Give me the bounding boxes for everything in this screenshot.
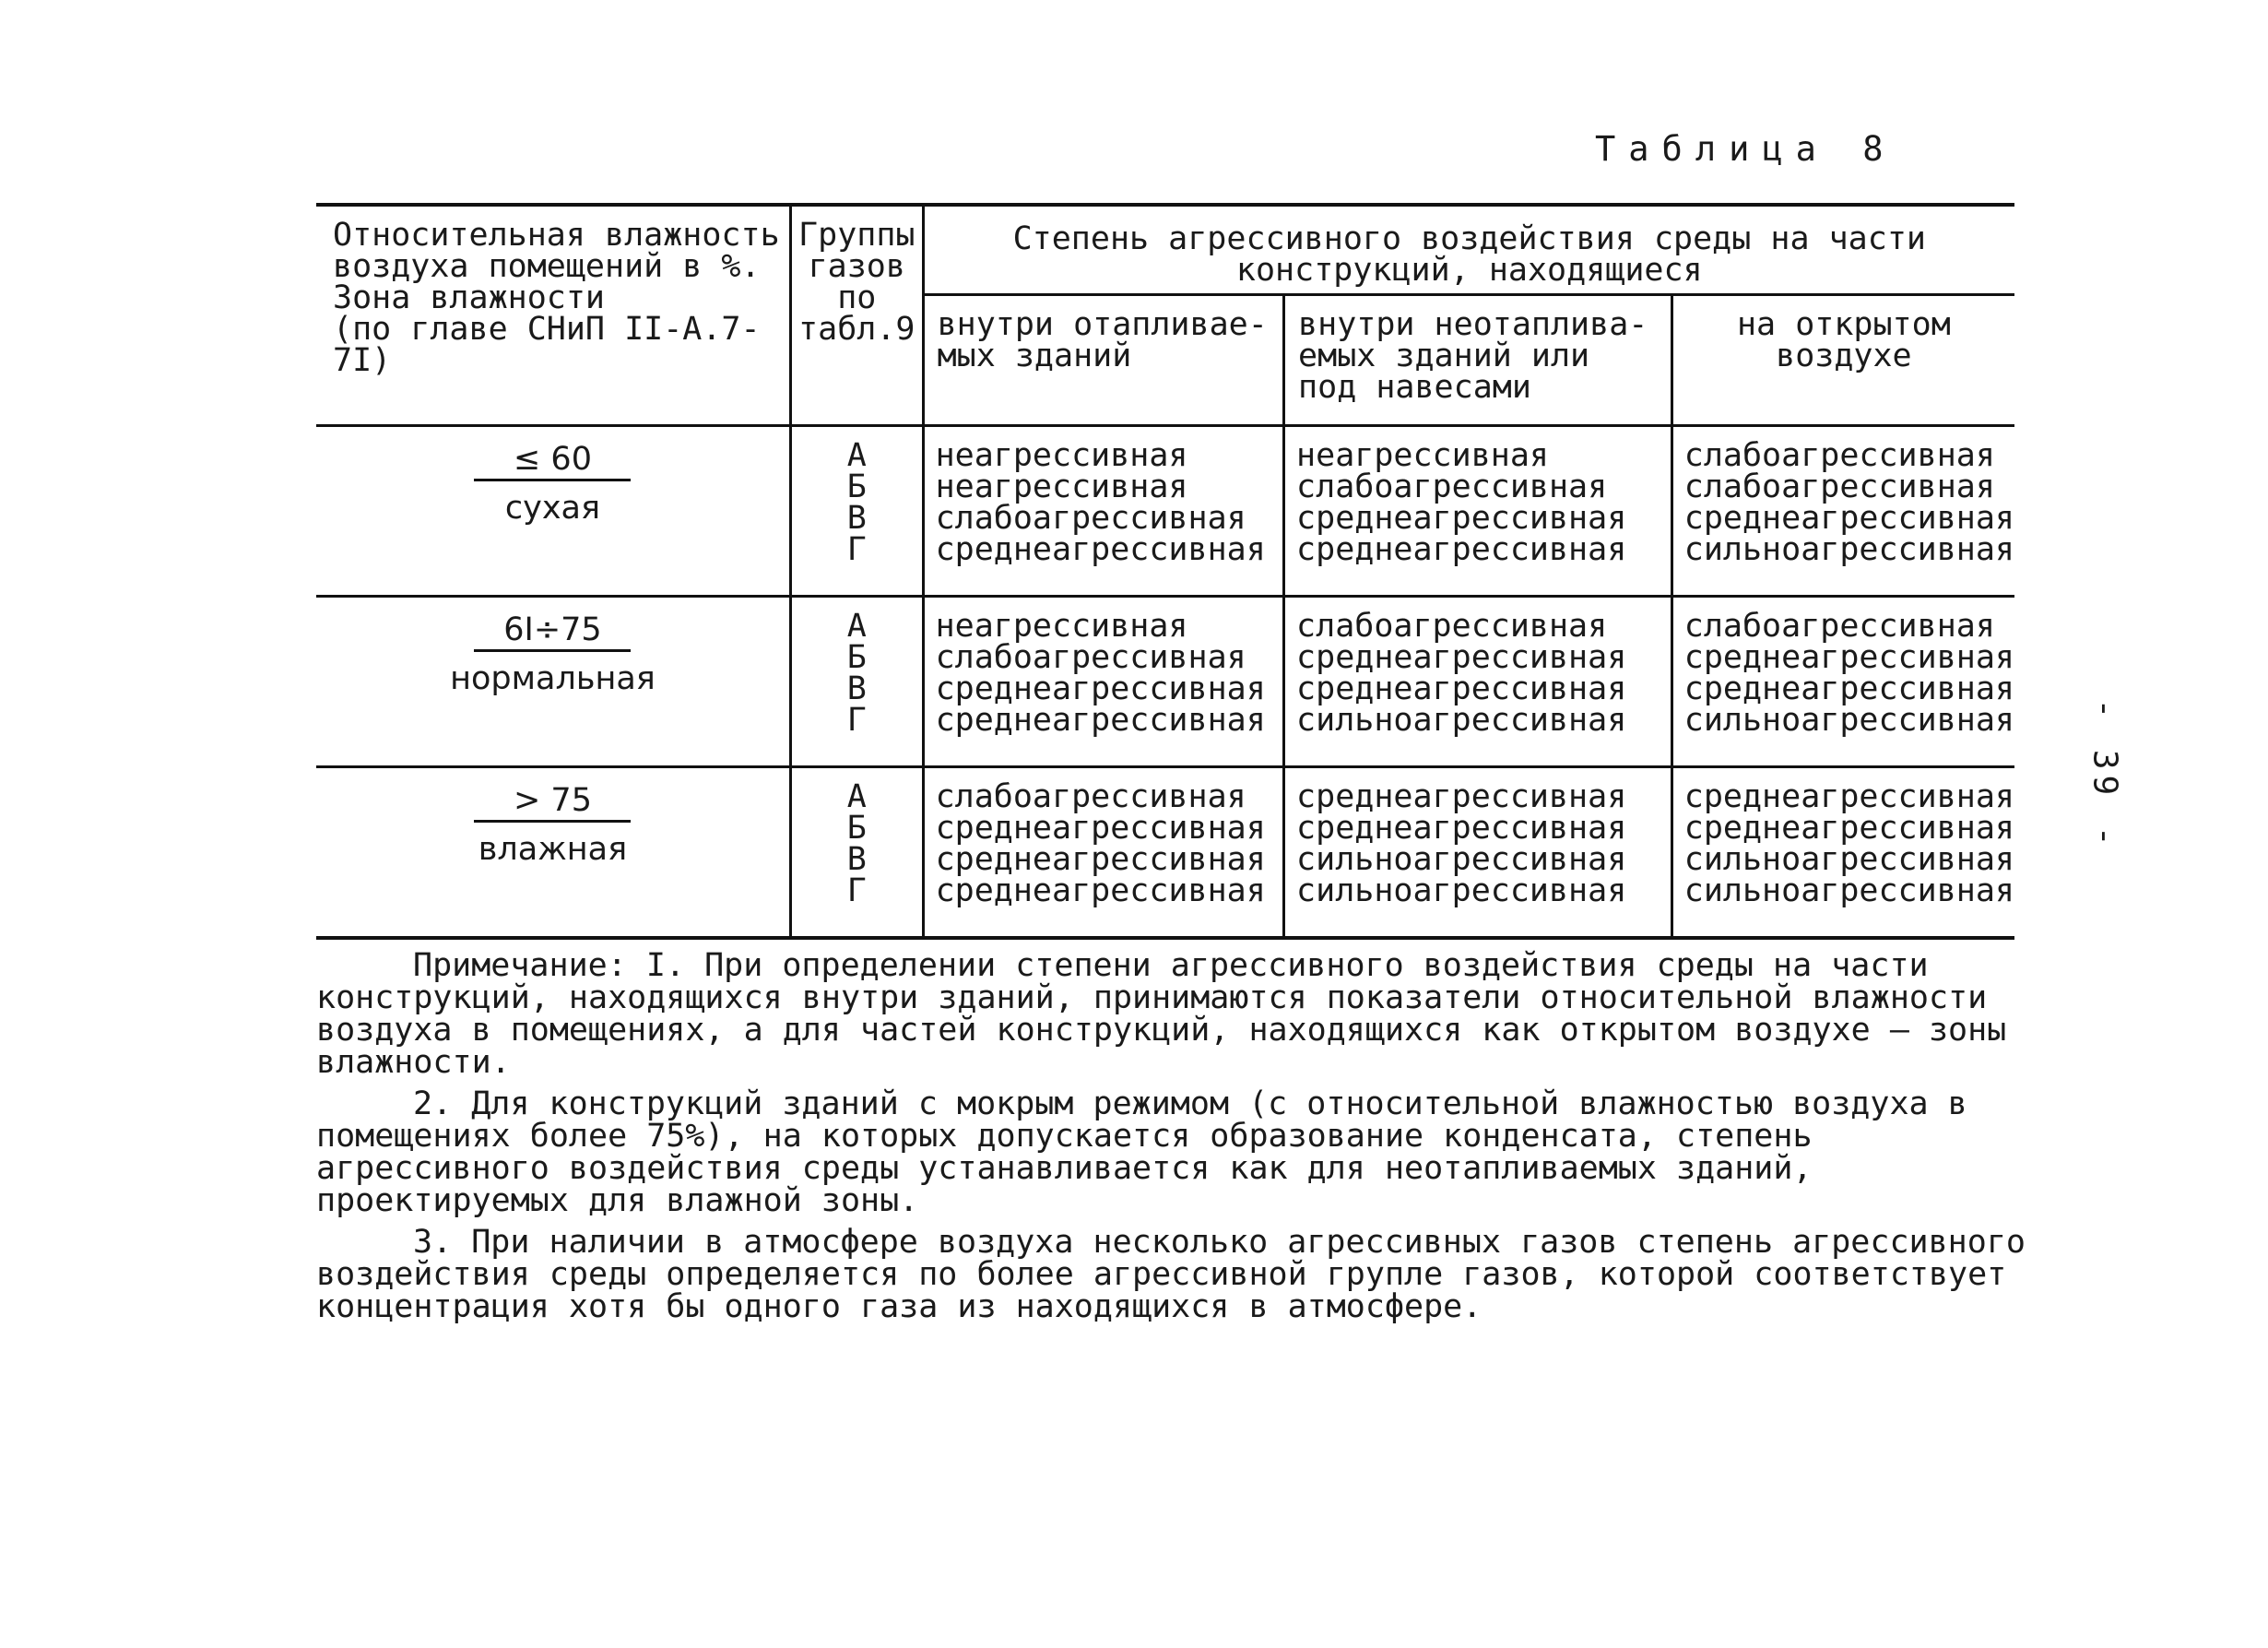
gas-group: Г [846, 702, 867, 739]
groups-cell [790, 597, 923, 767]
header-humidity-line: Относительная влажность [333, 217, 780, 254]
degree-value: слабоагрессивная [935, 778, 1246, 815]
table-caption: Таблица 8 [1595, 129, 1896, 169]
aggressiveness-table [316, 203, 2014, 940]
degree-value: среднеагрессивная [1683, 500, 2014, 537]
humidity-range: ≤ 60 [474, 444, 631, 481]
zone-cell [316, 426, 790, 597]
table-row [316, 767, 2014, 939]
header-heated-line: внутри отапливае- [937, 306, 1268, 344]
gas-group: В [846, 500, 867, 537]
header-degree-line: конструкций, находящиеся [1235, 252, 1703, 289]
degree-value: сильноагрессивная [1683, 531, 2014, 568]
header-unheated-line: внутри неотаплива- [1298, 306, 1648, 344]
degree-value: неагрессивная [935, 468, 1188, 505]
header-unheated-line: под навесами [1298, 369, 1531, 407]
degree-value: среднеагрессивная [935, 670, 1266, 707]
gas-group: В [846, 841, 867, 878]
degree-value: среднеагрессивная [1683, 778, 2014, 815]
degree-value: слабоагрессивная [935, 500, 1246, 537]
unheated-cell [1284, 597, 1672, 767]
degree-value: сильноагрессивная [1296, 872, 1627, 909]
degree-value: слабоагрессивная [1683, 608, 1995, 645]
zone-cell [316, 767, 790, 939]
gas-group: А [846, 437, 867, 474]
header-groups-line: Группы [798, 217, 915, 254]
degree-value: сильноагрессивная [1683, 872, 2014, 909]
unheated-cell [1284, 767, 1672, 939]
header-humidity-line: воздуха помещений в %. [333, 248, 761, 285]
degree-value: слабоагрессивная [1296, 468, 1608, 505]
degree-value: среднеагрессивная [935, 702, 1266, 739]
gas-group: А [846, 778, 867, 815]
humidity-range: 6I÷75 [474, 614, 631, 652]
degree-value: среднеагрессивная [1296, 500, 1627, 537]
degree-value: среднеагрессивная [1296, 639, 1627, 676]
header-groups-line: газов [808, 248, 905, 285]
header-humidity [316, 205, 790, 426]
header-unheated-line: емых зданий или [1298, 338, 1590, 375]
header-groups-line: по [837, 279, 877, 316]
degree-value: слабоагрессивная [1296, 608, 1608, 645]
table-row [316, 597, 2014, 767]
header-outdoor-line: на открытом [1736, 306, 1951, 344]
gas-group: Г [846, 531, 867, 568]
header-outdoor-line: воздухе [1776, 338, 1912, 375]
notes-section [316, 947, 2040, 1333]
header-groups-line: табл.9 [798, 311, 915, 348]
page-number: - 39 - [2085, 698, 2124, 852]
gas-group: Г [846, 872, 867, 909]
header-degree-line: Степень агрессивного воздействия среды на части [1012, 220, 1926, 257]
gas-group: В [846, 670, 867, 707]
heated-cell [923, 767, 1283, 939]
gas-group: Б [846, 468, 867, 505]
degree-value: слабоагрессивная [1683, 437, 1995, 474]
zone-name: влажная [478, 831, 628, 868]
unheated-cell [1284, 426, 1672, 597]
zone-cell [316, 597, 790, 767]
note-paragraph: Примечание: I. При определении степени агрессивного воздействия среды на части конструкций, находящихся внутри зданий, принимаются показатели относительной влажности воздуха в помещениях, а для частей конструкций, находящихся как открытом воздухе – зоны влажности. [316, 947, 2007, 1081]
groups-cell [790, 767, 923, 939]
degree-value: неагрессивная [935, 437, 1188, 474]
degree-value: среднеагрессивная [935, 531, 1266, 568]
header-heated [923, 295, 1283, 426]
degree-value: сильноагрессивная [1296, 702, 1627, 739]
degree-value: среднеагрессивная [935, 810, 1266, 847]
degree-value: сильноагрессивная [1683, 702, 2014, 739]
degree-value: среднеагрессивная [935, 872, 1266, 909]
zone-name: сухая [504, 490, 601, 527]
gas-group: Б [846, 810, 867, 847]
header-humidity-line: Зона влажности [333, 279, 606, 316]
degree-value: слабоагрессивная [1683, 468, 1995, 505]
outdoor-cell [1671, 597, 2014, 767]
heated-cell [923, 597, 1283, 767]
degree-value: среднеагрессивная [1683, 670, 2014, 707]
header-degree [923, 205, 2014, 295]
gas-group: А [846, 608, 867, 645]
degree-value: среднеагрессивная [935, 841, 1266, 878]
degree-value: среднеагрессивная [1296, 810, 1627, 847]
outdoor-cell [1671, 767, 2014, 939]
degree-value: слабоагрессивная [935, 639, 1246, 676]
zone-name: нормальная [450, 660, 656, 697]
heated-cell [923, 426, 1283, 597]
header-heated-line: мых зданий [937, 338, 1132, 375]
degree-value: неагрессивная [935, 608, 1188, 645]
header-outdoor [1671, 295, 2014, 426]
degree-value: среднеагрессивная [1296, 531, 1627, 568]
degree-value: сильноагрессивная [1683, 841, 2014, 878]
degree-value: среднеагрессивная [1296, 778, 1627, 815]
note-paragraph: 2. Для конструкций зданий с мокрым режимом (с относительной влажностью воздуха в помещениях более 75%), на которых допускается образование конденсата, степень агрессивного воздействия среды устанавливается как для неотапливаемых зданий, проектируемых для влажной зоны. [316, 1085, 1967, 1219]
header-humidity-line: (по главе СНиП II-А.7-7I) [333, 311, 761, 379]
degree-value: среднеагрессивная [1296, 670, 1627, 707]
gas-group: Б [846, 639, 867, 676]
humidity-range: > 75 [474, 785, 631, 823]
degree-value: сильноагрессивная [1296, 841, 1627, 878]
outdoor-cell [1671, 426, 2014, 597]
header-unheated [1284, 295, 1672, 426]
degree-value: среднеагрессивная [1683, 810, 2014, 847]
groups-cell [790, 426, 923, 597]
note-paragraph: 3. При наличии в атмосфере воздуха несколько агрессивных газов степень агрессивного воздействия среды определяется по более агрессивной групле газов, которой соответствует концентрация хотя бы одного газа из находящихся в атмосфере. [316, 1224, 2026, 1325]
table-row [316, 426, 2014, 597]
header-groups [790, 205, 923, 426]
degree-value: среднеагрессивная [1683, 639, 2014, 676]
degree-value: неагрессивная [1296, 437, 1549, 474]
